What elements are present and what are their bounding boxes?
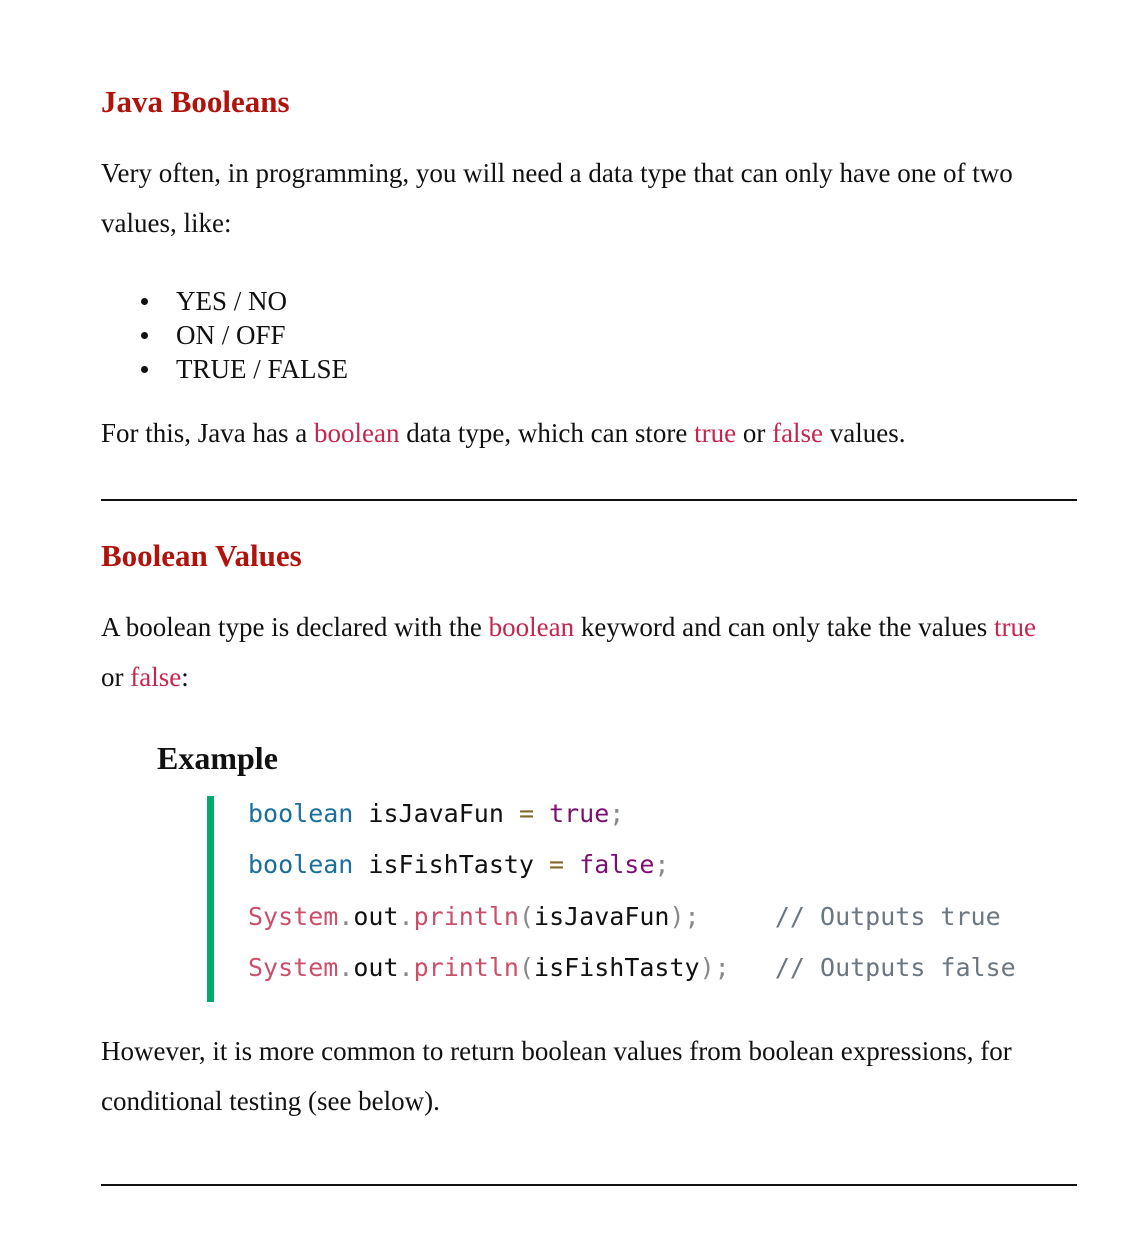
intro-paragraph: Very often, in programming, you will need a data type that can only have one of two values, like: <box>101 158 1013 238</box>
code-line: System.out.println(isJavaFun); // Outputs true <box>248 902 1001 931</box>
values-list <box>101 284 348 386</box>
bullet-icon <box>141 366 148 373</box>
section-heading-java-booleans: Java Booleans <box>101 84 290 119</box>
keyword-boolean: boolean <box>313 418 400 448</box>
section-divider <box>101 499 1077 501</box>
bullet-icon <box>141 332 148 339</box>
section-heading-boolean-values: Boolean Values <box>101 538 302 573</box>
boolean-type-paragraph: For this, Java has a boolean data type, which can store true or false values. <box>101 418 906 448</box>
list-item: ON / OFF <box>101 318 348 352</box>
example-heading: Example <box>157 740 278 776</box>
code-line: System.out.println(isFishTasty); // Outputs false <box>248 953 1016 982</box>
keyword-false: false <box>772 418 824 448</box>
closing-paragraph: However, it is more common to return boolean values from boolean expressions, for conditional testing (see below). <box>101 1036 1012 1116</box>
list-item: YES / NO <box>101 284 348 318</box>
code-line: boolean isJavaFun = true; <box>248 799 625 828</box>
keyword-true: true <box>993 612 1036 642</box>
boolean-values-paragraph: A boolean type is declared with the boolean keyword and can only take the values true or false: <box>101 612 1036 692</box>
list-item: TRUE / FALSE <box>101 352 348 386</box>
code-example <box>207 796 1084 1002</box>
keyword-true: true <box>694 418 737 448</box>
code-line: boolean isFishTasty = false; <box>248 850 670 879</box>
code-comment: // Outputs false <box>774 953 1016 982</box>
bullet-icon <box>141 298 148 305</box>
section-divider <box>101 1184 1077 1186</box>
code-comment: // Outputs true <box>774 902 1001 931</box>
keyword-boolean: boolean <box>488 612 575 642</box>
keyword-false: false <box>130 662 182 692</box>
